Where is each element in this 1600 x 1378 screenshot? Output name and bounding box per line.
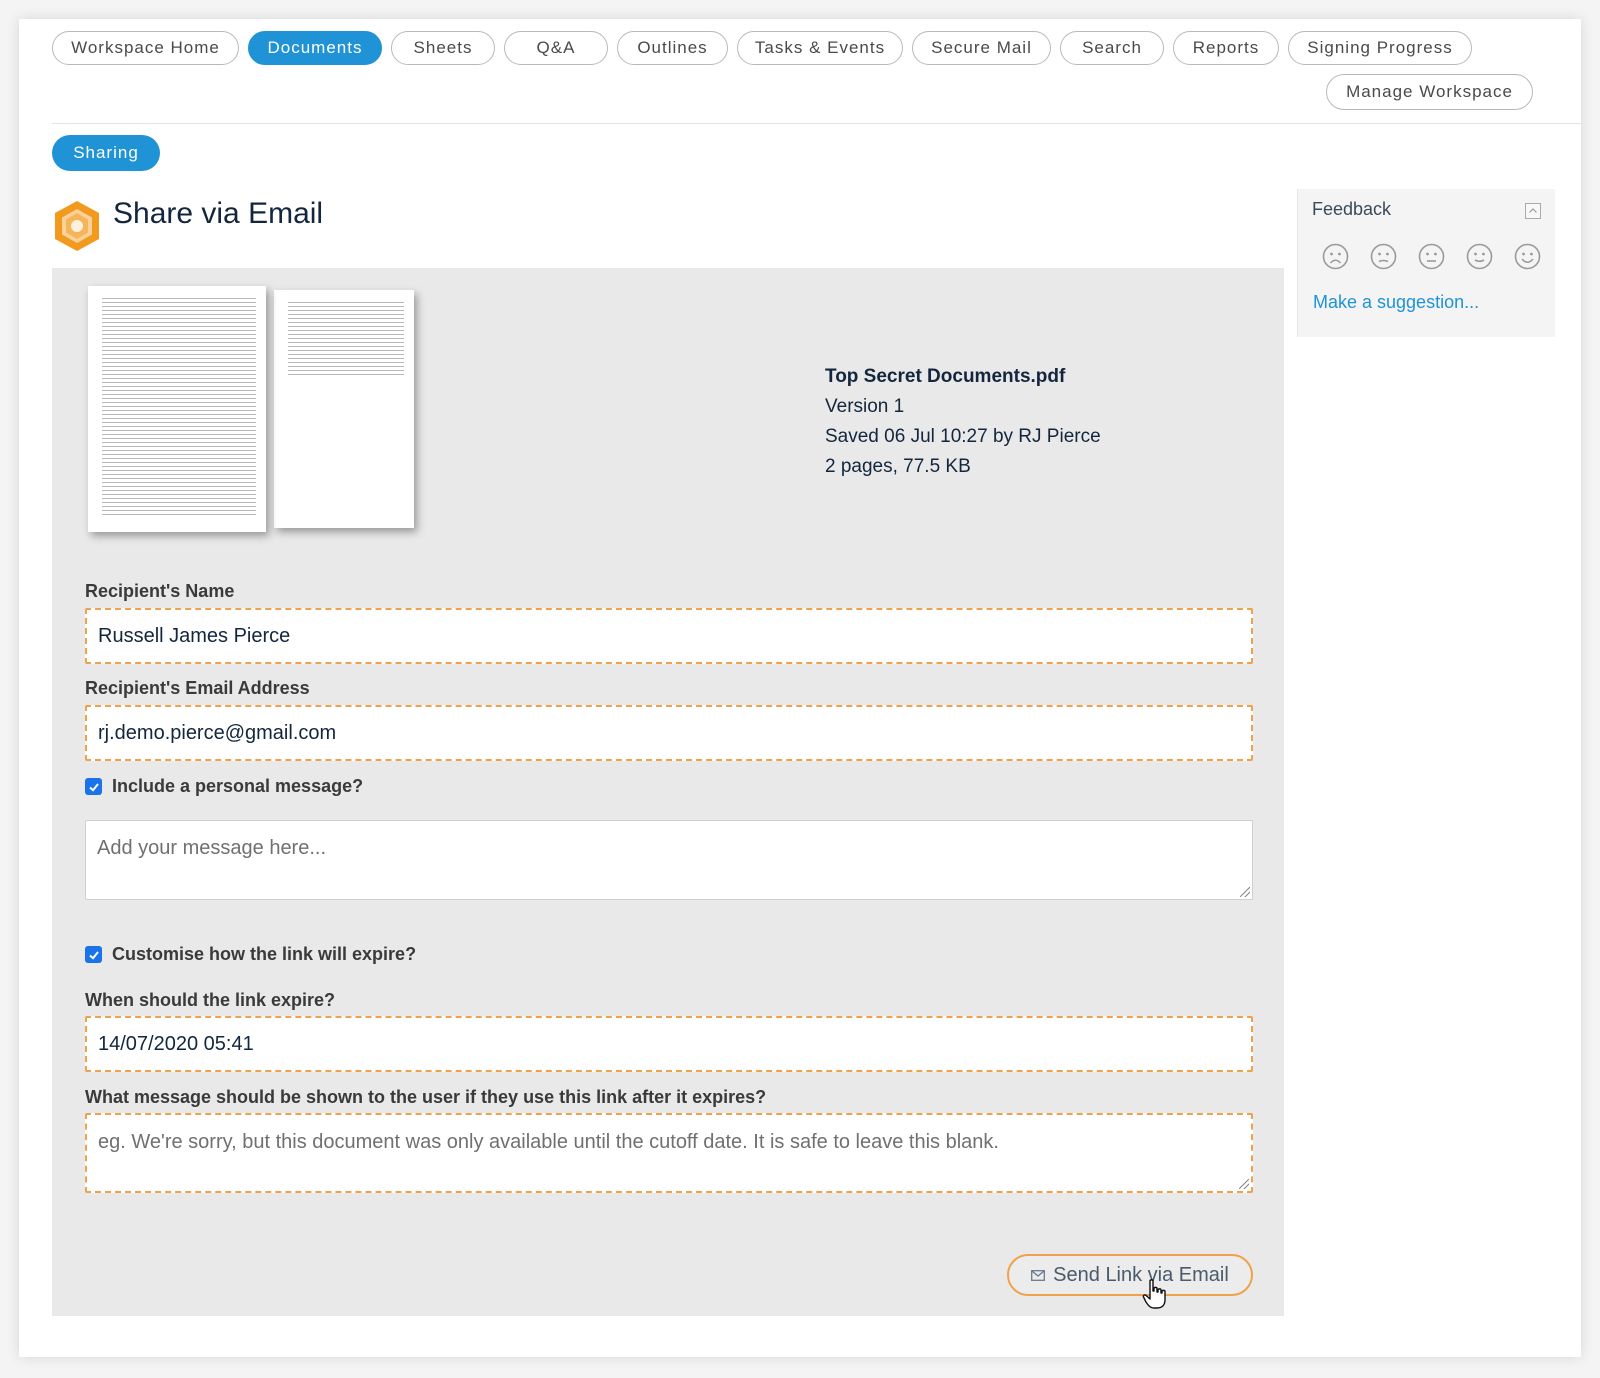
personal-message-option — [85, 776, 363, 797]
expired-message-placeholder: eg. We're sorry, but this document was only available until the cutoff date. It is safe to leave this blank. — [98, 1131, 999, 1153]
recipient-email-value: rj.demo.pierce@gmail.com — [98, 721, 337, 744]
message-placeholder: Add your message here... — [97, 837, 327, 859]
recipient-name-input[interactable] — [85, 608, 1253, 664]
document-page-1-thumbnail — [88, 286, 266, 532]
expiry-date-input[interactable] — [85, 1016, 1253, 1072]
feedback-widget — [1297, 189, 1555, 337]
recipient-name-label: Recipient's Name — [85, 581, 235, 601]
checkmark-icon — [88, 781, 100, 793]
collapse-icon[interactable] — [1525, 203, 1541, 219]
expiry-date-value: 14/07/2020 05:41 — [98, 1032, 254, 1055]
feedback-title: Feedback — [1312, 199, 1392, 219]
hand-pointer-cursor-icon — [1142, 1278, 1168, 1310]
document-saved: Saved 06 Jul 10:27 by RJ Pierce — [825, 426, 1101, 447]
document-info — [825, 362, 1101, 482]
document-version: Version 1 — [825, 396, 905, 417]
personal-message-checkbox[interactable] — [85, 778, 102, 795]
tab-sheets[interactable]: Sheets — [391, 31, 495, 65]
document-size: 2 pages, 77.5 KB — [825, 456, 971, 477]
make-suggestion-link[interactable]: Make a suggestion... — [1313, 292, 1480, 312]
happy-face-icon[interactable] — [1466, 243, 1493, 270]
envelope-icon — [1031, 1270, 1045, 1281]
resize-handle[interactable] — [1240, 887, 1250, 897]
sad-face-icon[interactable] — [1370, 243, 1397, 270]
tab-tasks-events[interactable]: Tasks & Events — [737, 31, 903, 65]
tab-qa[interactable]: Q&A — [504, 31, 608, 65]
expiry-date-label: When should the link expire? — [85, 990, 336, 1010]
personal-message-textarea[interactable] — [85, 820, 1253, 900]
tab-reports[interactable]: Reports — [1173, 31, 1279, 65]
tab-documents[interactable]: Documents — [248, 31, 382, 65]
expiry-checkbox[interactable] — [85, 946, 102, 963]
very-happy-face-icon[interactable] — [1514, 243, 1541, 270]
personal-message-checkbox-label[interactable]: Include a personal message? — [112, 776, 364, 796]
recipient-name-value: Russell James Pierce — [98, 624, 291, 647]
manage-workspace-button[interactable]: Manage Workspace — [1326, 74, 1533, 110]
document-page-2-thumbnail — [274, 290, 414, 528]
very-sad-face-icon[interactable] — [1322, 243, 1349, 270]
recipient-email-label: Recipient's Email Address — [85, 678, 310, 698]
recipient-email-input[interactable] — [85, 705, 1253, 761]
resize-handle[interactable] — [1239, 1179, 1249, 1189]
tab-signing-progress[interactable]: Signing Progress — [1288, 31, 1472, 65]
page-container — [19, 19, 1581, 1357]
tab-secure-mail[interactable]: Secure Mail — [912, 31, 1051, 65]
tab-search[interactable]: Search — [1060, 31, 1164, 65]
expiry-option — [85, 944, 416, 965]
tab-outlines[interactable]: Outlines — [617, 31, 728, 65]
nav-divider — [52, 123, 1583, 124]
tab-workspace-home[interactable]: Workspace Home — [52, 31, 239, 65]
neutral-face-icon[interactable] — [1418, 243, 1445, 270]
tab-sharing[interactable]: Sharing — [52, 135, 160, 171]
qa-hexagon-logo-icon — [52, 199, 102, 253]
document-filename: Top Secret Documents.pdf — [825, 366, 1066, 387]
expiry-checkbox-label[interactable]: Customise how the link will expire? — [112, 944, 417, 964]
checkmark-icon — [88, 949, 100, 961]
send-link-label: Send Link via Email — [1053, 1263, 1229, 1286]
page-title: Share via Email — [113, 197, 324, 230]
feedback-faces — [1322, 243, 1541, 270]
expired-message-textarea[interactable] — [85, 1113, 1253, 1193]
send-link-button[interactable] — [1007, 1254, 1253, 1296]
share-form-panel — [52, 268, 1284, 1316]
expired-message-label: What message should be shown to the user if they use this link after it expires? — [85, 1087, 767, 1107]
